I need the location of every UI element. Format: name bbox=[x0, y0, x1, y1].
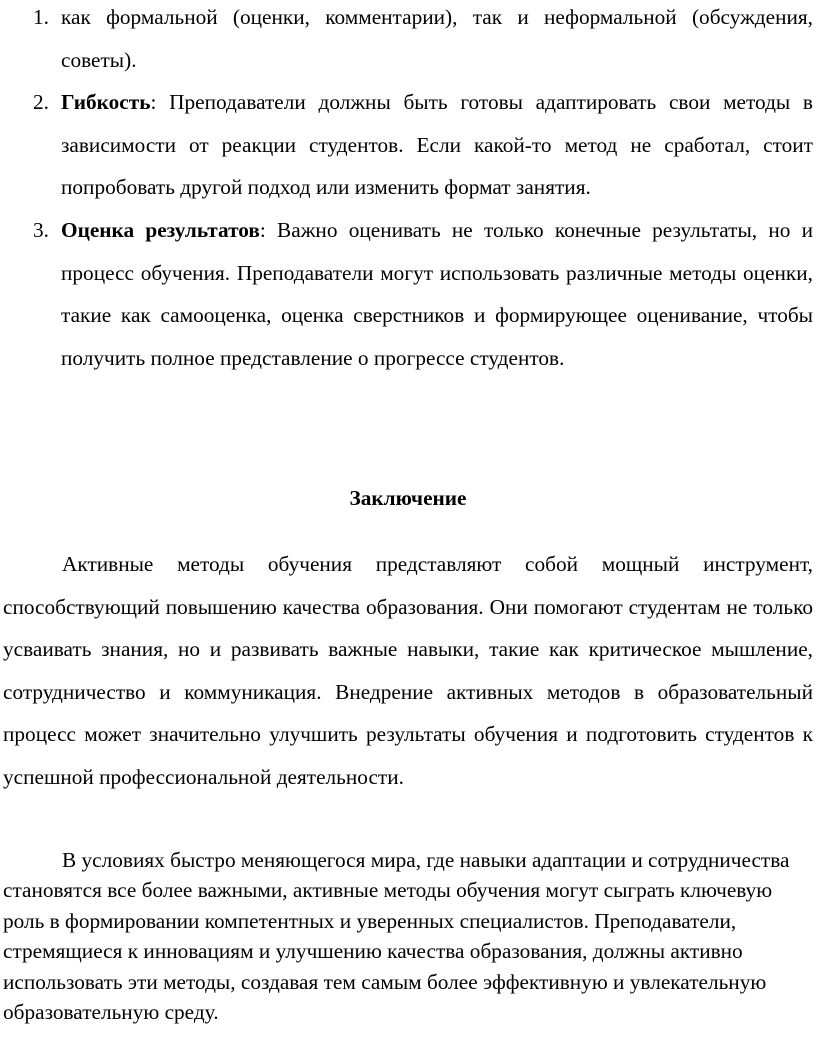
list-item-text: : Преподаватели должны быть готовы адаптировать свои методы в зависимости от реакции студентов. Если какой-то метод не сработал, стоит попробовать другой подход или изменить формат занятия. bbox=[61, 90, 813, 200]
list-item-term: Оценка результатов bbox=[61, 217, 260, 242]
list-item bbox=[0, 0, 816, 81]
list-item-text: как формальной (оценки, комментарии), так и неформальной (обсуждения, советы). bbox=[61, 5, 813, 72]
numbered-list bbox=[0, 0, 816, 379]
list-item-text: : Важно оценивать не только конечные результаты, но и процесс обучения. Преподаватели могут использовать различные методы оценки, такие как самооценка, оценка сверстников и формирующее оценивание, чтобы получить полное представление о прогрессе студентов. bbox=[61, 217, 813, 370]
list-item-number: 2. bbox=[33, 90, 49, 115]
conclusion-paragraph-2: В условиях быстро меняющегося мира, где навыки адаптации и сотрудничества становятся все более важными, активные методы обучения могут сыграть ключевую роль в формировании компетентных и уверенных специалистов. Преподаватели, стремящиеся к инновациям и улучшению качества образования, должны активно использовать эти методы, создавая тем самым более эффективную и увлекательную образовательную среду. bbox=[3, 848, 790, 1025]
conclusion-paragraph-1: Активные методы обучения представляют собой мощный инструмент, способствующий повышению качества образования. Они помогают студентам не только усваивать знания, но и развивать важные навыки, такие как критическое мышление, сотрудничество и коммуникация. Внедрение активных методов в образовательный процесс может значительно улучшить результаты обучения и подготовить студентов к успешной профессиональной деятельности. bbox=[3, 552, 813, 789]
list-item-number: 1. bbox=[33, 5, 49, 29]
list-item bbox=[0, 209, 816, 379]
list-item bbox=[0, 81, 816, 209]
section-heading: Заключение bbox=[349, 486, 467, 510]
list-item-term: Гибкость bbox=[61, 90, 151, 115]
list-item-number: 3. bbox=[33, 217, 49, 242]
